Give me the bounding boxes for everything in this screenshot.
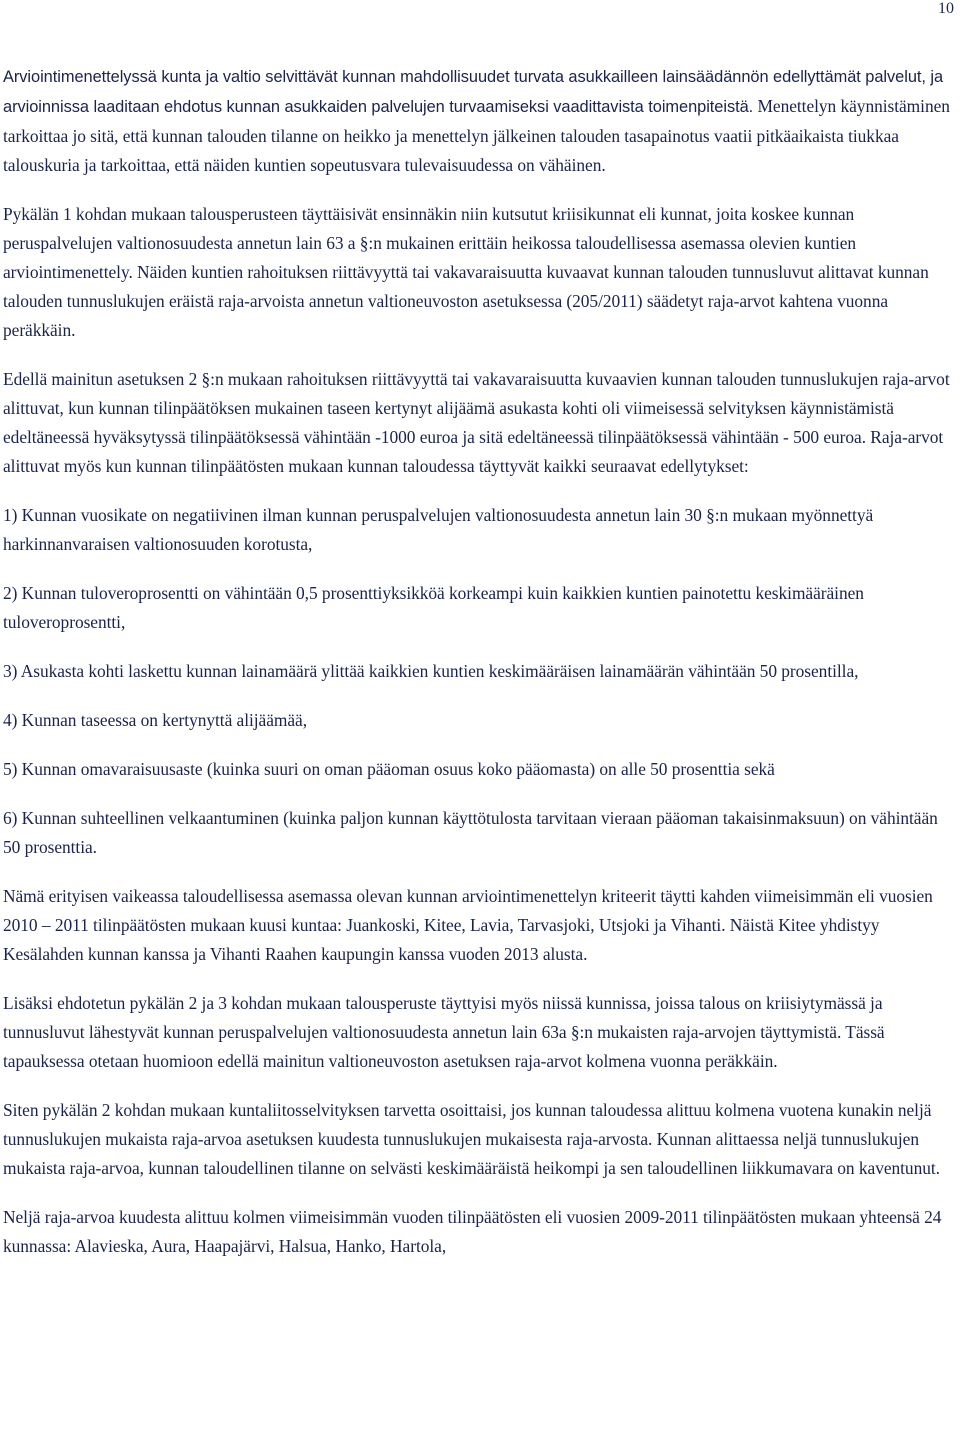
paragraph-merger-need: Siten pykälän 2 kohdan mukaan kuntaliitosselvityksen tarvetta osoittaisi, jos kunnan taloudessa alittuu kolmena vuotena kunakin neljä tunnuslukujen mukaista raja-arvoa asetuksen kuudesta tunnuslukujen mukaisesta raja-arvosta. Kunnan alittaessa neljä tunnuslukujen mukaista raja-arvoa, kunnan taloudellinen tilanne on selvästi keskimääräistä heikompi ja sen taloudellinen liikkumavara on kaventunut. [3, 1100, 940, 1178]
page-number: 10 [938, 0, 954, 17]
list-item-criterion-5: 5) Kunnan omavaraisuusaste (kuinka suuri on oman pääoman osuus koko pääomasta) on alle 50 prosenttia sekä [3, 759, 775, 779]
list-item-criterion-6: 6) Kunnan suhteellinen velkaantuminen (kuinka paljon kunnan käyttötulosta tarvitaan vieraan pääoman takaisinmaksuun) on vähintään 50 prosenttia. [3, 808, 938, 857]
paragraph-regulation-thresholds: Edellä mainitun asetuksen 2 §:n mukaan rahoituksen riittävyyttä tai vakavaraisuutta kuvaavien kunnan talouden tunnuslukujen raja-arvot alittuvat, kun kunnan tilinpäätöksen mukainen taseen kertynyt alijäämä asukasta kohti oli viimeisessä selvityksen käynnistämistä edeltäneessä hyväksytyssä tilinpäätöksessä vähintään -1000 euroa ja sitä edeltäneessä tilinpäätöksessä vähintään - 500 euroa. Raja-arvot alittuvat myös kun kunnan tilinpäätösten mukaan kunnan taloudessa täyttyvät kaikki seuraavat edellytykset: [3, 369, 950, 476]
paragraph-assessment-procedure [3, 62, 955, 180]
paragraph-text-sans: Arviointimenettelyssä kunta ja valtio selvittävät kunnan mahdollisuudet turvata asukkailleen lainsäädännön edellyttämät palvelut, ja arvioinnissa laaditaan ehdotus kunnan asukkaiden palvelujen turvaamiseksi vaadittavista toimenpiteistä. [3, 68, 944, 116]
list-item-criterion-1: 1) Kunnan vuosikate on negatiivinen ilman kunnan peruspalvelujen valtionosuudesta annetun lain 30 §:n mukaan myönnettyä harkinnanvaraisen valtionosuuden korotusta, [3, 505, 874, 554]
list-item-criterion-3: 3) Asukasta kohti laskettu kunnan lainamäärä ylittää kaikkien kuntien keskimääräisen lainamäärän vähintään 50 prosentilla, [3, 661, 859, 681]
document-body [3, 62, 955, 1281]
list-item-criterion-4: 4) Kunnan taseessa on kertynyttä alijäämää, [3, 710, 308, 730]
paragraph-24-municipalities: Neljä raja-arvoa kuudesta alittuu kolmen viimeisimmän vuoden tilinpäätösten eli vuosien 2009-2011 tilinpäätösten mukaan yhteensä 24 kunnassa: Alavieska, Aura, Haapajärvi, Halsua, Hanko, Hartola, [3, 1207, 942, 1256]
paragraph-sections-2-3: Lisäksi ehdotetun pykälän 2 ja 3 kohdan mukaan talousperuste täyttyisi myös niissä kunnissa, joissa talous on kriisiytymässä ja tunnusluvut lähestyvät kunnan peruspalvelujen valtionosuudesta annetun lain 63a §:n mukaisten raja-arvojen täyttymistä. Tässä tapauksessa otetaan huomioon edellä mainitun valtioneuvoston asetuksen raja-arvot kolmena vuonna peräkkäin. [3, 993, 885, 1071]
paragraph-text-serif: Menettelyn käynnistäminen tarkoittaa jo sitä, että kunnan talouden tilanne on heikko ja menettelyn jälkeinen talouden tasapainotus vaatii pitkäaikaista tiukkaa talouskuria ja tarkoittaa, että näiden kuntien sopeutusvara tulevaisuudessa on vähäinen. [3, 96, 950, 175]
paragraph-crisis-municipalities: Pykälän 1 kohdan mukaan talousperusteen täyttäisivät ensinnäkin niin kutsutut kriisikunnat eli kunnat, joita koskee kunnan peruspalvelujen valtionosuudesta annetun lain 63 a §:n mukainen erittäin heikossa taloudellisessa asemassa olevien kuntien arviointimenettely. Näiden kuntien rahoituksen riittävyyttä tai vakavaraisuutta kuvaavat kunnan talouden tunnusluvut alittavat kunnan talouden tunnuslukujen eräistä raja-arvoista annetun valtioneuvoston asetuksessa (205/2011) säädetyt raja-arvot kahtena vuonna peräkkäin. [3, 204, 929, 340]
list-item-criterion-2: 2) Kunnan tuloveroprosentti on vähintään 0,5 prosenttiyksikköä korkeampi kuin kaikkien kuntien painotettu keskimääräinen tuloveroprosentti, [3, 583, 864, 632]
paragraph-six-municipalities: Nämä erityisen vaikeassa taloudellisessa asemassa olevan kunnan arviointimenettelyn kriteerit täytti kahden viimeisimmän eli vuosien 2010 – 2011 tilinpäätösten mukaan kuusi kuntaa: Juankoski, Kitee, Lavia, Tarvasjoki, Utsjoki ja Vihanti. Näistä Kitee yhdistyy Kesälahden kunnan kanssa ja Vihanti Raahen kaupungin kanssa vuoden 2013 alusta. [3, 886, 933, 964]
